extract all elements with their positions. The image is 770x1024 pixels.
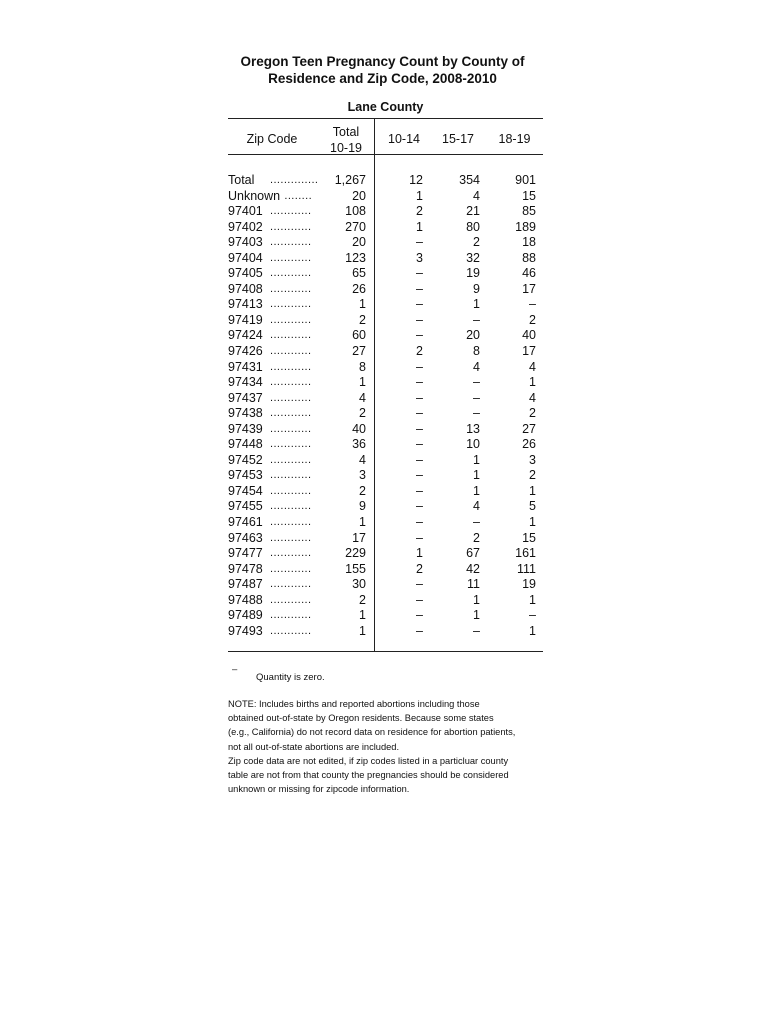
county-name: Lane County	[347, 100, 424, 114]
table-body	[228, 173, 543, 639]
table-row	[228, 328, 543, 344]
row-age-10-14: –	[416, 452, 423, 467]
row-age-10-14: –	[416, 623, 423, 638]
row-age-15-17: 67	[466, 546, 480, 561]
row-total: 108	[345, 204, 366, 219]
row-total: 20	[352, 188, 366, 203]
row-zip: 97463	[228, 530, 263, 545]
row-leader-dots: ............	[270, 329, 312, 342]
row-leader-dots: ............	[270, 562, 312, 575]
table-row	[228, 546, 543, 562]
row-age-18-19: 26	[522, 437, 536, 452]
row-age-15-17: 9	[473, 281, 480, 296]
row-age-18-19: 1	[529, 483, 536, 498]
table-row	[228, 577, 543, 593]
row-zip: 97477	[228, 546, 263, 561]
row-age-18-19: 2	[529, 312, 536, 327]
row-age-15-17: –	[473, 623, 480, 638]
row-age-15-17: –	[473, 515, 480, 530]
row-age-15-17: 1	[473, 468, 480, 483]
row-age-15-17: 20	[466, 328, 480, 343]
row-leader-dots: ............	[270, 469, 312, 482]
row-age-10-14: –	[416, 235, 423, 250]
row-age-15-17: 1	[473, 297, 480, 312]
row-total: 36	[352, 437, 366, 452]
header-total-line-1: Total	[332, 125, 360, 139]
row-total: 60	[352, 328, 366, 343]
row-leader-dots: ............	[270, 578, 312, 591]
row-leader-dots: ............	[270, 407, 312, 420]
row-zip: 97434	[228, 375, 263, 390]
row-total: 8	[359, 359, 366, 374]
row-age-15-17: –	[473, 312, 480, 327]
row-leader-dots: ............	[270, 313, 312, 326]
row-age-15-17: 4	[473, 359, 480, 374]
table-row	[228, 406, 543, 422]
row-zip: 97489	[228, 608, 263, 623]
table-row	[228, 189, 543, 205]
row-age-15-17: 2	[473, 530, 480, 545]
row-age-10-14: –	[416, 468, 423, 483]
table-bottom-rule	[228, 651, 543, 652]
table-row	[228, 468, 543, 484]
row-age-18-19: 46	[522, 266, 536, 281]
table-notes	[228, 697, 548, 796]
row-age-18-19: 161	[515, 546, 536, 561]
header-age-15-17: 15-17	[442, 132, 474, 146]
row-age-18-19: 4	[529, 390, 536, 405]
table-row	[228, 204, 543, 220]
row-zip: 97448	[228, 437, 263, 452]
title-line-2: Residence and Zip Code, 2008-2010	[268, 71, 497, 86]
table-row	[228, 360, 543, 376]
table-row	[228, 235, 543, 251]
row-age-15-17: 8	[473, 344, 480, 359]
row-age-15-17: 21	[466, 204, 480, 219]
row-zip: 97452	[228, 452, 263, 467]
row-age-15-17: 10	[466, 437, 480, 452]
row-total: 270	[345, 219, 366, 234]
row-zip: 97431	[228, 359, 263, 374]
row-age-18-19: 901	[515, 173, 536, 187]
zero-legend-dash: –	[232, 664, 238, 675]
row-age-10-14: –	[416, 421, 423, 436]
row-total: 9	[359, 499, 366, 514]
row-leader-dots: ............	[270, 422, 312, 435]
row-total: 26	[352, 281, 366, 296]
row-age-18-19: 27	[522, 421, 536, 436]
row-age-18-19: 3	[529, 452, 536, 467]
row-age-10-14: –	[416, 390, 423, 405]
row-age-10-14: –	[416, 297, 423, 312]
row-age-18-19: 19	[522, 577, 536, 592]
row-total: 1	[359, 515, 366, 530]
row-age-10-14: –	[416, 328, 423, 343]
row-age-18-19: 17	[522, 344, 536, 359]
table-row	[228, 251, 543, 267]
row-zip: Unknown	[228, 188, 281, 203]
row-total: 123	[345, 250, 366, 265]
row-zip: 97455	[228, 499, 263, 514]
row-age-18-19: –	[529, 297, 536, 312]
title-line-1: Oregon Teen Pregnancy Count by County of	[240, 54, 525, 69]
row-zip: 97437	[228, 390, 263, 405]
row-leader-dots: ............	[270, 360, 312, 373]
row-age-10-14: –	[416, 406, 423, 421]
row-age-15-17: 32	[466, 250, 480, 265]
row-zip: 97404	[228, 250, 263, 265]
row-age-18-19: 189	[515, 219, 536, 234]
row-total: 2	[359, 483, 366, 498]
row-zip: 97405	[228, 266, 263, 281]
table-header-rule	[228, 154, 543, 155]
row-leader-dots: ............	[270, 391, 312, 404]
row-zip: 97402	[228, 219, 263, 234]
row-leader-dots: ............	[270, 500, 312, 513]
row-age-15-17: 4	[473, 188, 480, 203]
row-zip: 97403	[228, 235, 263, 250]
row-total: 27	[352, 344, 366, 359]
row-age-18-19: 18	[522, 235, 536, 250]
row-leader-dots: ........	[284, 189, 313, 202]
header-age-18-19: 18-19	[498, 132, 531, 146]
row-total: 65	[352, 266, 366, 281]
note-line: unknown or missing for zipcode information.	[228, 784, 410, 795]
row-age-18-19: 1	[529, 592, 536, 607]
row-total: 4	[359, 390, 366, 405]
table-row	[228, 499, 543, 515]
row-age-10-14: –	[416, 437, 423, 452]
row-total: 2	[359, 592, 366, 607]
row-zip: 97461	[228, 515, 263, 530]
table-row	[228, 375, 543, 391]
table-row	[228, 422, 543, 438]
row-age-18-19: 5	[529, 499, 536, 514]
row-age-15-17: 1	[473, 483, 480, 498]
row-age-18-19: 88	[522, 250, 536, 265]
row-age-15-17: –	[473, 390, 480, 405]
row-total: 3	[359, 468, 366, 483]
row-age-15-17: 1	[473, 592, 480, 607]
row-zip: 97426	[228, 344, 263, 359]
row-age-18-19: 1	[529, 375, 536, 390]
row-total: 20	[352, 235, 366, 250]
row-age-10-14: –	[416, 499, 423, 514]
row-leader-dots: ............	[270, 236, 312, 249]
row-age-10-14: –	[416, 281, 423, 296]
row-leader-dots: ............	[270, 547, 312, 560]
note-line: NOTE: Includes births and reported abortions including those	[228, 699, 480, 709]
row-total: 1	[359, 297, 366, 312]
row-zip: 97478	[228, 561, 263, 576]
row-leader-dots: ............	[270, 298, 312, 311]
table-row	[228, 266, 543, 282]
row-age-18-19: 85	[522, 204, 536, 219]
table-row	[228, 297, 543, 313]
row-age-15-17: 2	[473, 235, 480, 250]
row-total: 229	[345, 546, 366, 561]
row-total: 2	[359, 406, 366, 421]
row-total: 4	[359, 452, 366, 467]
row-zip: 97401	[228, 204, 263, 219]
row-age-10-14: –	[416, 577, 423, 592]
row-age-10-14: –	[416, 359, 423, 374]
row-age-15-17: 19	[466, 266, 480, 281]
table-row	[228, 593, 543, 609]
row-zip: 97439	[228, 421, 263, 436]
row-age-15-17: 11	[467, 577, 480, 592]
row-leader-dots: ............	[270, 220, 312, 233]
table-row	[228, 624, 543, 640]
row-total: 30	[352, 577, 366, 592]
row-total: 40	[352, 421, 366, 436]
row-leader-dots: ............	[270, 205, 312, 218]
row-zip: 97487	[228, 577, 263, 592]
row-age-10-14: 12	[409, 173, 423, 187]
row-age-18-19: 2	[529, 468, 536, 483]
note-line: (e.g., California) do not record data on residence for abortion patients,	[228, 727, 516, 738]
row-leader-dots: ..............	[270, 174, 319, 186]
row-age-10-14: –	[416, 608, 423, 623]
row-leader-dots: ............	[270, 345, 312, 358]
row-age-18-19: 15	[522, 530, 536, 545]
row-leader-dots: ............	[270, 624, 312, 637]
row-zip: Total	[228, 173, 255, 187]
row-age-10-14: –	[416, 515, 423, 530]
row-age-10-14: –	[416, 266, 423, 281]
row-zip: 97453	[228, 468, 263, 483]
row-age-18-19: 111	[516, 561, 536, 576]
row-age-18-19: 17	[522, 281, 536, 296]
row-leader-dots: ............	[270, 609, 312, 622]
header-zip-code: Zip Code	[246, 132, 298, 146]
table-row	[228, 282, 543, 298]
row-age-10-14: 2	[416, 204, 423, 219]
row-age-10-14: 2	[416, 561, 423, 576]
page-title	[180, 53, 585, 87]
note-line: table are not from that county the pregnancies should be considered	[228, 770, 509, 781]
row-age-15-17: –	[473, 406, 480, 421]
row-zip: 97493	[228, 623, 263, 638]
table-row	[228, 437, 543, 453]
row-leader-dots: ............	[270, 531, 312, 544]
row-leader-dots: ............	[270, 484, 312, 497]
table-row	[228, 220, 543, 236]
row-leader-dots: ............	[270, 438, 312, 451]
row-zip: 97438	[228, 406, 263, 421]
row-zip: 97408	[228, 281, 263, 296]
row-zip: 97488	[228, 592, 263, 607]
row-total: 155	[345, 561, 366, 576]
row-age-18-19: 2	[529, 406, 536, 421]
row-age-10-14: 2	[416, 344, 423, 359]
row-total: 1	[359, 608, 366, 623]
row-age-15-17: 80	[466, 219, 480, 234]
row-age-10-14: 1	[416, 219, 423, 234]
row-total: 17	[352, 530, 366, 545]
row-total: 1	[359, 375, 366, 390]
row-age-15-17: 4	[473, 499, 480, 514]
row-age-18-19: 1	[529, 623, 536, 638]
table-row	[228, 173, 543, 189]
row-age-18-19: –	[529, 608, 536, 623]
row-leader-dots: ............	[270, 516, 312, 529]
table-row	[228, 562, 543, 578]
row-total: 1,267	[334, 173, 366, 187]
table-row	[228, 313, 543, 329]
table-top-rule	[228, 118, 543, 119]
row-age-15-17: 1	[473, 608, 480, 623]
row-zip: 97413	[228, 297, 263, 312]
row-age-15-17: –	[473, 375, 480, 390]
row-leader-dots: ............	[270, 251, 312, 264]
row-age-18-19: 1	[529, 515, 536, 530]
row-age-10-14: –	[416, 375, 423, 390]
row-age-15-17: 1	[473, 452, 480, 467]
table-row	[228, 608, 543, 624]
note-line: not all out-of-state abortions are included.	[228, 741, 400, 752]
row-total: 1	[359, 623, 366, 638]
table-row	[228, 531, 543, 547]
zero-legend-text: Quantity is zero.	[256, 672, 325, 683]
row-leader-dots: ............	[270, 376, 312, 389]
row-age-10-14: –	[416, 592, 423, 607]
row-age-10-14: 1	[416, 188, 423, 203]
row-age-10-14: –	[416, 312, 423, 327]
row-age-10-14: –	[416, 530, 423, 545]
row-zip: 97454	[228, 483, 263, 498]
row-age-10-14: 1	[416, 546, 423, 561]
table-row	[228, 515, 543, 531]
header-total	[318, 124, 374, 156]
row-age-15-17: 42	[466, 561, 480, 576]
table-row	[228, 344, 543, 360]
row-leader-dots: ............	[270, 453, 312, 466]
row-zip: 97424	[228, 328, 263, 343]
row-age-18-19: 15	[522, 188, 536, 203]
row-age-18-19: 4	[529, 359, 536, 374]
row-age-15-17: 13	[466, 421, 480, 436]
note-line: obtained out-of-state by Oregon residents. Because some states	[228, 713, 494, 724]
row-age-10-14: 3	[416, 250, 423, 265]
row-leader-dots: ............	[270, 593, 312, 606]
row-age-10-14: –	[416, 483, 423, 498]
row-leader-dots: ............	[270, 267, 312, 280]
row-leader-dots: ............	[270, 282, 312, 295]
header-age-10-14: 10-14	[388, 132, 420, 146]
row-age-15-17: 354	[459, 173, 480, 187]
table-row	[228, 453, 543, 469]
table-row	[228, 391, 543, 407]
row-total: 2	[359, 312, 366, 327]
header-total-line-2: 10-19	[330, 141, 362, 155]
row-zip: 97419	[228, 312, 263, 327]
note-line: Zip code data are not edited, if zip codes listed in a particluar county	[228, 755, 509, 766]
table-row	[228, 484, 543, 500]
row-age-18-19: 40	[522, 328, 536, 343]
